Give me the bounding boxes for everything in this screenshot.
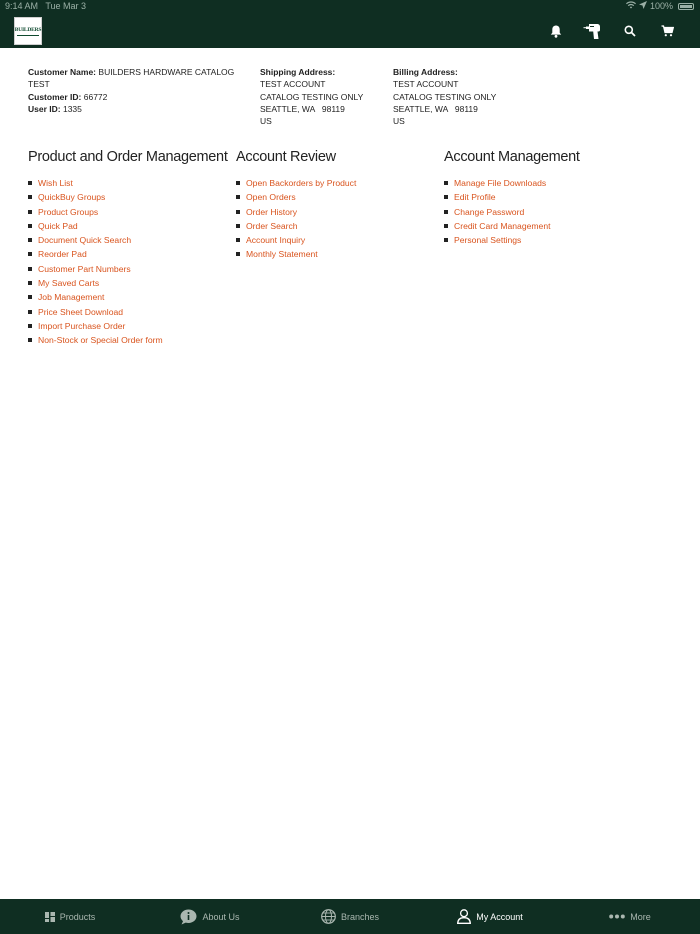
tab-label: My Account [476, 911, 523, 922]
billing-address-line: US [393, 116, 405, 127]
bell-icon[interactable] [545, 20, 567, 42]
section-title: Account Management [444, 149, 580, 165]
link-edit-profile[interactable]: Edit Profile [454, 192, 496, 203]
customer-id-label: Customer ID: [28, 91, 82, 102]
shipping-address-line: TEST ACCOUNT [260, 79, 326, 90]
tab-products[interactable] [0, 899, 140, 934]
section-account-review [236, 148, 436, 262]
list-item [444, 190, 644, 204]
drill-icon[interactable] [582, 20, 604, 42]
billing-address-line: TEST ACCOUNT [393, 79, 459, 90]
list-item [236, 219, 436, 233]
ellipsis-icon [609, 914, 625, 919]
link-change-password[interactable]: Change Password [454, 206, 525, 217]
list-item [236, 247, 436, 261]
shipping-address-label: Shipping Address: [260, 67, 336, 77]
globe-icon [321, 909, 336, 924]
list-item [28, 190, 228, 204]
list-item [28, 219, 228, 233]
tab-label: About Us [202, 911, 240, 922]
shipping-address [260, 66, 363, 127]
user-icon [457, 909, 471, 924]
status-bar [0, 0, 700, 13]
section-title: Product and Order Management [28, 149, 228, 165]
customer-details [28, 66, 234, 115]
status-date: Tue Mar 3 [45, 1, 87, 11]
link-non-stock-special-order[interactable]: Non-Stock or Special Order form [38, 335, 163, 346]
tab-my-account[interactable] [420, 899, 560, 934]
tab-label: Branches [340, 911, 380, 922]
link-price-sheet-download[interactable]: Price Sheet Download [38, 306, 124, 317]
user-id-label: User ID: [28, 103, 61, 114]
link-job-management[interactable]: Job Management [38, 292, 105, 303]
link-product-groups[interactable]: Product Groups [38, 206, 99, 217]
link-list [444, 176, 644, 247]
logo-wordmark: BUILDERS [14, 26, 42, 33]
list-item [236, 176, 436, 190]
link-open-backorders[interactable]: Open Backorders by Product [246, 178, 357, 188]
battery-icon [678, 3, 694, 10]
link-my-saved-carts[interactable]: My Saved Carts [38, 278, 100, 289]
list-item [28, 319, 228, 333]
section-product-order-management [28, 148, 228, 348]
list-item [28, 290, 228, 304]
battery-percent: 100% [649, 1, 673, 11]
logo-rule [17, 35, 39, 36]
status-time: 9:14 AM [5, 1, 39, 11]
link-manage-file-downloads[interactable]: Manage File Downloads [454, 178, 547, 188]
billing-address [393, 66, 496, 127]
billing-address-line: CATALOG TESTING ONLY [393, 91, 497, 102]
link-personal-settings[interactable]: Personal Settings [454, 235, 522, 246]
list-item [236, 233, 436, 247]
app-header [0, 0, 700, 48]
shipping-address-line: CATALOG TESTING ONLY [260, 91, 364, 102]
link-monthly-statement[interactable]: Monthly Statement [246, 249, 318, 260]
link-list [236, 176, 436, 262]
customer-name-value: BUILDERS HARDWARE CATALOG [98, 67, 235, 77]
company-logo[interactable] [14, 17, 42, 45]
list-item [444, 219, 644, 233]
tab-about-us[interactable] [140, 899, 280, 934]
user-id-row [28, 103, 234, 115]
status-time-date [5, 0, 86, 13]
tab-more[interactable] [560, 899, 700, 934]
list-item [28, 262, 228, 276]
list-item [444, 233, 644, 247]
search-icon[interactable] [619, 20, 641, 42]
list-item [28, 247, 228, 261]
bottom-tab-bar [0, 899, 700, 934]
shipping-address-line: US [260, 116, 272, 127]
link-order-history[interactable]: Order History [246, 206, 298, 217]
list-item [236, 205, 436, 219]
list-item [28, 276, 228, 290]
link-quick-pad[interactable]: Quick Pad [38, 220, 78, 231]
link-account-inquiry[interactable]: Account Inquiry [246, 235, 306, 246]
customer-info [28, 66, 678, 128]
link-quickbuy-groups[interactable]: QuickBuy Groups [38, 192, 106, 203]
link-import-purchase-order[interactable]: Import Purchase Order [38, 320, 126, 331]
wifi-icon [626, 0, 636, 13]
grid-icon [45, 912, 55, 922]
list-item [28, 205, 228, 219]
tab-label: More [630, 911, 651, 922]
list-item [28, 333, 228, 347]
user-id-value: 1335 [62, 103, 82, 114]
list-item [236, 190, 436, 204]
link-reorder-pad[interactable]: Reorder Pad [38, 249, 87, 260]
link-order-search[interactable]: Order Search [246, 220, 298, 231]
link-list [28, 176, 228, 348]
link-document-quick-search[interactable]: Document Quick Search [38, 235, 132, 246]
section-title: Account Review [236, 149, 336, 165]
location-arrow-icon [639, 0, 647, 13]
list-item [28, 233, 228, 247]
customer-id-row [28, 91, 234, 103]
list-item [28, 305, 228, 319]
billing-address-line: SEATTLE, WA 98119 [393, 103, 478, 114]
header-actions [530, 20, 678, 42]
link-credit-card-management[interactable]: Credit Card Management [454, 220, 551, 231]
link-customer-part-numbers[interactable]: Customer Part Numbers [38, 263, 131, 274]
section-account-management [444, 148, 644, 247]
info-icon [180, 909, 197, 925]
list-item [444, 176, 644, 190]
link-wish-list[interactable]: Wish List [38, 178, 73, 188]
customer-name-label: Customer Name: [28, 67, 97, 77]
customer-name-row [28, 66, 234, 78]
tab-label: Products [59, 911, 96, 922]
customer-name-value-line2: TEST [28, 79, 50, 90]
list-item [444, 205, 644, 219]
shipping-address-line: SEATTLE, WA 98119 [260, 103, 345, 114]
customer-id-value: 66772 [83, 91, 108, 102]
billing-address-label: Billing Address: [393, 67, 458, 77]
list-item [28, 176, 228, 190]
link-open-orders[interactable]: Open Orders [246, 192, 296, 203]
status-indicators [626, 0, 694, 13]
cart-icon[interactable] [656, 20, 678, 42]
tab-branches[interactable] [280, 899, 420, 934]
